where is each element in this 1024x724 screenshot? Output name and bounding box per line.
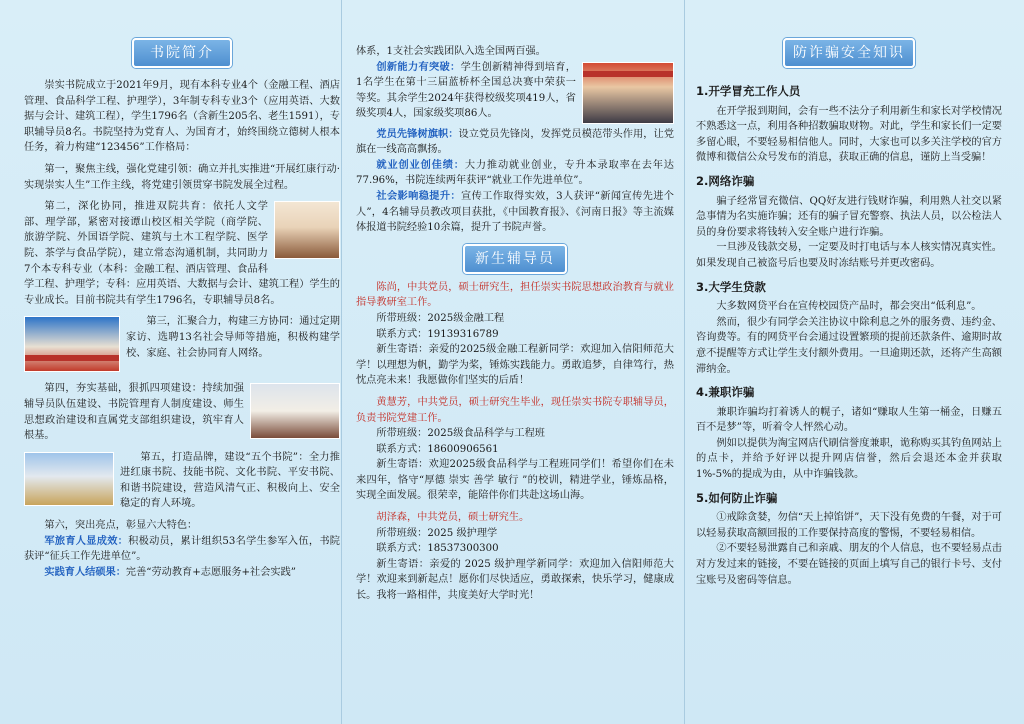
- feature-innovation-title: 创新能力有突破：: [376, 60, 461, 73]
- counselor-phone: 联系方式：19139316789: [376, 328, 499, 340]
- point-six: 第六，突出亮点，彰显六大特色：: [44, 520, 198, 532]
- feature-practice-title: 实践育人结硕果：: [44, 565, 126, 578]
- campus-building-photo: [274, 201, 340, 259]
- section-paragraph: ①戒除贪婪，勿信“天上掉馅饼”，天下没有免费的午餐，对于可以轻易获取高额回报的工作要保持高度的警惕，不要轻易相信。: [696, 512, 1002, 539]
- section-paragraph: ②不要轻易泄露自己和亲戚、朋友的个人信息，也不要轻易点击对方发过来的链接，不要在链接的页面上填写自己的银行卡号、支付宝账号及密码等信息。: [696, 543, 1002, 586]
- campus-activity-photo: [24, 452, 114, 506]
- counselor-card: [356, 280, 674, 389]
- counselor-phone: 联系方式：18600906561: [376, 443, 499, 455]
- feature-party: [356, 127, 674, 158]
- anti-fraud-banner: 防诈骗安全知识: [783, 38, 915, 68]
- counselor-class: 所带班级：2025级金融工程: [376, 312, 505, 324]
- intro-paragraph: 崇实书院成立于2021年9月，现有本科专业4个（金融工程、酒店管理、食品科学工程、护理学），3年制专科专业3个（应用英语、大数据与会计、建筑工程），学生1796名（含新生205名、老生1591），专职辅导员8名。书院坚持为党育人、为国育才，始终围绕立德树人根本任务，着力构建“123456”工作格局：: [24, 80, 340, 154]
- feature-influence: [356, 189, 674, 236]
- feature-employment: [356, 158, 674, 189]
- college-intro-banner: 书院简介: [132, 38, 232, 68]
- feature-innovation-text: 学生创新精神得到培育，1名学生在第十三届蓝桥杯全国总决赛中荣获一等奖。其余学生2024年获得校级奖项419人，省级奖项4人，国家级奖项86人。: [356, 61, 576, 120]
- section-title: 1.开学冒充工作人员: [696, 84, 801, 98]
- feature-employment-text: 大力推动就业创业，专升本录取率在去年达77.96%，书院连续两年获评“就业工作先进单位”。: [356, 159, 674, 187]
- section-paragraph: 例如以提供为淘宝网店代刷信誉度兼职，诡称购买其钓鱼网站上的点卡，并给予好评以提升网店信誉，然后会退还本金并获取1%-5%的提成为由，从中诈骗钱款。: [696, 437, 1002, 481]
- section-paragraph: 在开学报到期间，会有一些不法分子利用新生和家长对学校情况不熟悉这一点，利用各种招数骗取财物。对此，学生和家长们一定要多留心眼，不要轻易相信他人。同时，大家也可以多关注学校的官方微博和微信公众号发布的消息，获取正确的信息，谨防上当受骗！: [696, 105, 1002, 164]
- conference-photo: [582, 62, 674, 124]
- feature-military: [24, 534, 340, 565]
- practice-continued: 体系，1支社会实践团队入选全国两百强。: [356, 46, 546, 57]
- feature-practice-text: 完善“劳动教育+志愿服务+社会实践”: [125, 566, 297, 578]
- counselor-message: 新生寄语：亲爱的2025级金融工程新同学：欢迎加入信阳师范大学！以理想为帆，勤学为桨，锤炼实践能力。勇敢追梦，自律笃行，热忱点亮未来！我愿做你们坚实的后盾！: [356, 344, 674, 387]
- fold-line-left: [341, 0, 342, 724]
- section-paragraph: 兼职诈骗均打着诱人的幌子，诸如“赚取人生第一桶金，日赚五百不是梦”等，听着令人怦然心动。: [696, 406, 1002, 434]
- new-counselor-banner: 新生辅导员: [463, 244, 567, 274]
- point-two: 第二，深化协同，推进双院共育：依托人文学部、理学部，紧密对接谭山校区相关学院（商学院、旅游学院、外国语学院、建筑与土木工程学院、医学院、茶学与食品学院），建立常态沟通机制，共同助力7个本专科专业（本科：金融工程、酒店管理、食品科学工程、护理学；专科：应用英语、大数据与会计、建筑工程）学生的专业成长。目前书院共有学生1796名，专职辅导员8名。: [24, 201, 340, 306]
- college-intro-column: [24, 0, 340, 724]
- counselor-name: 陈尚，中共党员，硕士研究生，担任崇实书院思想政治教育与就业指导教研室工作。: [356, 281, 674, 309]
- section-paragraph: 一旦涉及钱款交易，一定要及时打电话与本人核实情况真实性。如果发现自己被盗号后也要及时冻结账号并更改密码。: [696, 242, 1002, 269]
- section-title: 4.兼职诈骗: [696, 385, 755, 400]
- fold-line-right: [684, 0, 685, 724]
- section-title: 5.如何防止诈骗: [696, 490, 778, 505]
- counselor-class: 所带班级：2025 级护理学: [376, 527, 498, 539]
- feature-party-text: 设立党员先锋岗，发挥党员模范带头作用，让党旗在一线高高飘扬。: [356, 128, 674, 156]
- group-photo: [24, 316, 120, 372]
- section-paragraph: 大多数网贷平台在宣传校园贷产品时，都会突出“低利息”。: [716, 301, 982, 313]
- section-paragraph: 骗子经常冒充微信、QQ好友进行钱财诈骗，利用熟人社交以紧急事情为名实施诈骗；还有的骗子冒充警察、执法人员，以公检法人员的身份要求将钱转入安全账户进行诈骗。: [696, 195, 1002, 238]
- feature-military-text: 积极动员，累计组织53名学生参军入伍，书院获评“征兵工作先进单位”。: [24, 535, 340, 563]
- counselor-card: [356, 510, 674, 604]
- point-five: 第五，打造品牌，建设“五个书院”：全力推进红康书院、技能书院、文化书院、平安书院、和谐书院建设，营造风清气正、积极向上、安全稳定的育人环境。: [120, 451, 340, 510]
- counselor-column: [356, 0, 674, 724]
- counselor-name: 胡泽森，中共党员，硕士研究生。: [376, 512, 530, 524]
- point-four: 第四，夯实基础，狠抓四项建设：持续加强辅导员队伍建设、书院管理育人制度建设、师生思想政治建设和直属党支部组织建设，筑牢育人根基。: [24, 383, 244, 442]
- counselor-message: 新生寄语：欢迎2025级食品科学与工程班同学们！希望你们在未来四年，恪守“厚德 崇实 善学 敏行 ”的校训，精进学业，锤炼品格，实现全面发展。很荣幸，能陪伴你们共赴这场山海。: [356, 459, 674, 502]
- counselor-class: 所带班级：2025级食品科学与工程班: [376, 428, 545, 440]
- point-one: 第一，聚焦主线，强化党建引领：确立并扎实推进“开展红康行动·实现崇实人生”工作主线，将党建引领贯穿书院发展全过程。: [24, 163, 340, 191]
- counselor-name: 黄慧芳，中共党员，硕士研究生毕业，现任崇实书院专职辅导员，负责书院党建工作。: [356, 396, 674, 424]
- counselor-phone: 联系方式：18537300300: [376, 543, 499, 555]
- feature-influence-title: 社会影响稳提升：: [376, 189, 461, 202]
- counselor-card: [356, 395, 674, 504]
- counselor-message: 新生寄语：亲爱的 2025 级护理学新同学：欢迎加入信阳师范大学！欢迎来到新起点！愿你们尽快适应，勇敢探索，快乐学习，健康成长。我将一路相伴，共度美好大学时光！: [356, 558, 674, 602]
- feature-military-title: 军旅育人显成效：: [44, 534, 129, 547]
- feature-influence-text: 宣传工作取得实效，3人获评“新闻宣传先进个人”，4名辅导员教改项目获批，《中国教育报》、《河南日报》等主流媒体报道书院经验10余篇，提升了书院声誉。: [356, 190, 674, 234]
- point-three: 第三，汇聚合力，构建三方协同：通过定期家访、选聘13名社会导师等措施，积极构建学校、家庭、社会协同育人网络。: [126, 316, 340, 359]
- anti-fraud-column: [696, 0, 1002, 724]
- section-title: 3.大学生贷款: [696, 279, 766, 294]
- section-title: 2.网络诈骗: [696, 173, 755, 188]
- feature-employment-title: 就业创业创佳绩：: [376, 158, 465, 171]
- feature-practice: [24, 565, 340, 581]
- feature-party-title: 党员先锋树旗帜：: [376, 127, 459, 140]
- section-paragraph: 然而，很少有同学会关注协议中除利息之外的服务费、违约金、咨询费等。有的网贷平台会通过设置繁琐的提前还款条件、逾期时故意不提醒等方式让学生支付额外费用。一旦逾期还款，还将产生高额滞纳金。: [696, 316, 1002, 375]
- meeting-photo: [250, 383, 340, 439]
